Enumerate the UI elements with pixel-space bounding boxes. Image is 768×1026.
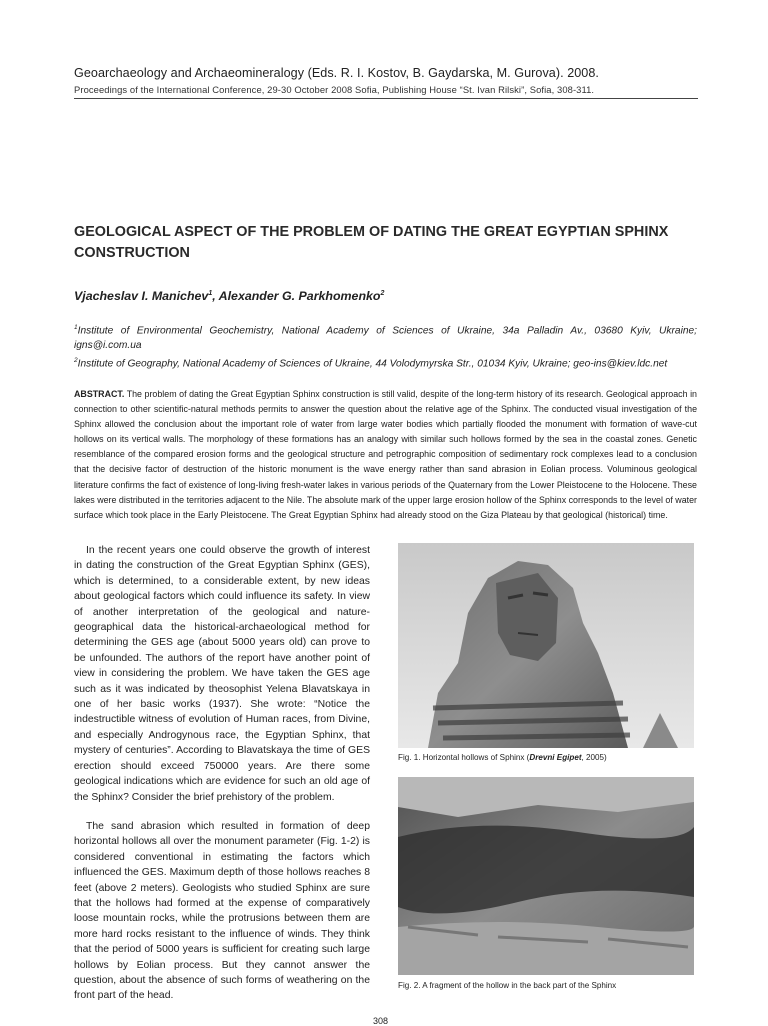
page-number: 308 xyxy=(373,1016,389,1026)
author-separator: , xyxy=(212,289,219,303)
abstract xyxy=(74,387,697,523)
journal-title-line: Geoarchaeology and Archaeomineralogy (Eds. R. I. Kostov, B. Gaydarska, M. Gurova). 2008. xyxy=(74,66,599,80)
body-text-column xyxy=(74,543,370,1018)
figure-1-caption-source: Drevni Egipet xyxy=(529,753,582,762)
affiliations xyxy=(74,320,697,372)
sphinx-head-photo xyxy=(398,543,694,748)
figure-2-caption: Fig. 2. A fragment of the hollow in the back part of the Sphinx xyxy=(398,981,617,990)
affiliation-2 xyxy=(74,353,697,371)
body-paragraph: The sand abrasion which resulted in formation of deep horizontal hollows all over the monument parameter (Fig. 1-2) is considered conventional in estimating the factors which influenced the GES. Maximum depth of those hollows reaches 8 feet (above 2 meters). Geologists who studied Sphinx are sure that the hollows had formed at the expense of comparatively loose mountain rocks, while the protrusions between them are more hard rocks resistant to the influence of winds. They think that the period of 5000 years is sufficient for creating such large hollows by Eolian process. But they cannot answer the question, about the absence of such forms of weathering on the front part of the head. xyxy=(74,820,370,1002)
author-affiliation-mark: 2 xyxy=(380,289,385,297)
body-paragraph: In the recent years one could observe the growth of interest in dating the construction of the Great Egyptian Sphinx (GES), which is determined, to a considerable extent, by new ideas about geological factors which could influence its safety. In view of another interpretation of the geological and nature-geographical data the historical-archaeological method for determining the GES age (about 5000 years old) can prove to be unfounded. The authors of the report have another point of view in considering the problem. We have taken the GES age such as it was indicated by theosophist Yelena Blavatskaya in one of her basic works (1937). She wrote: “Notice the indestructible witness of evolution of Human races, from Divine, and especially Androgynous race, the Egyptian Sphinx, that mystery of centuries”. According to Blavatskaya the time of GES erection should exceed 750000 years. Are there some geological indications which are evidence for such an old age of the Sphinx? Consider the brief prehistory of the problem. xyxy=(74,545,370,803)
proceedings-line: Proceedings of the International Conference, 29-30 October 2008 Sofia, Publishing House “St. Ivan Rilski”, Sofia, 308-311. xyxy=(74,84,595,95)
author-name: Alexander G. Parkhomenko xyxy=(218,289,381,303)
abstract-text: The problem of dating the Great Egyptian Sphinx construction is still valid, despite of the long-term history of its research. Geological approach in connection to other scientific-natural methods permits to answer the question about the relative age of the Sphinx. The conducted visual investigation of the Sphinx allowed the conclusion about the important role of water from large water bodies which partially flooded the monument with formation of wave-cut hollows on its vertical walls. The morphology of these formations has an analogy with similar such hollows formed by the sea in the coastal zones. Genetic resemblance of the compared erosion forms and the geological structure and petrographic composition of sedimentary rock complexes lead to a conclusion that the decisive factor of destruction of the historic monument is the wave energy rather than sand abrasion in Eolian process. Voluminous geological literature confirms the fact of existence of long-living fresh-water lakes in various periods of the Quaternary from the Lower Pleistocene to the Holocene. These lakes were distributed in the territories adjacent to the Nile. The absolute mark of the upper large erosion hollow of the Sphinx corresponds to the level of water surface which took place in the Early Pleistocene. The Great Egyptian Sphinx had already stood on the Giza Plateau by that geological (historical) time. xyxy=(74,389,697,520)
journal-header xyxy=(74,66,698,95)
author-affiliation-mark: 1 xyxy=(208,289,213,297)
header-divider xyxy=(74,98,698,99)
affiliation-mark: 2 xyxy=(74,357,78,365)
sphinx-hollow-photo xyxy=(398,777,694,975)
figure-1-caption-year: , 2005) xyxy=(581,753,607,762)
figure-1-caption xyxy=(398,753,607,762)
figure-1-caption-text: Fig. 1. Horizontal hollows of Sphinx ( xyxy=(398,753,530,762)
author-list xyxy=(74,289,384,303)
affiliation-text: Institute of Geography, National Academy of Sciences of Ukraine, 44 Volodymyrska Str., 01034 Kyiv, Ukraine; geo-ins@kiev.ldc.net xyxy=(77,358,668,370)
author-name: Vjacheslav I. Manichev xyxy=(74,289,209,303)
paper-title: GEOLOGICAL ASPECT OF THE PROBLEM OF DATING THE GREAT EGYPTIAN SPHINX CONSTRUCTION xyxy=(74,224,669,261)
affiliation-mark: 1 xyxy=(74,324,78,331)
abstract-label: ABSTRACT. xyxy=(74,389,125,399)
affiliation-text: Institute of Environmental Geochemistry, National Academy of Sciences of Ukraine, 34a Palladin Av., 03680 Kyiv, Ukraine; igns@i.com.ua xyxy=(74,325,697,352)
affiliation-1 xyxy=(74,320,697,353)
